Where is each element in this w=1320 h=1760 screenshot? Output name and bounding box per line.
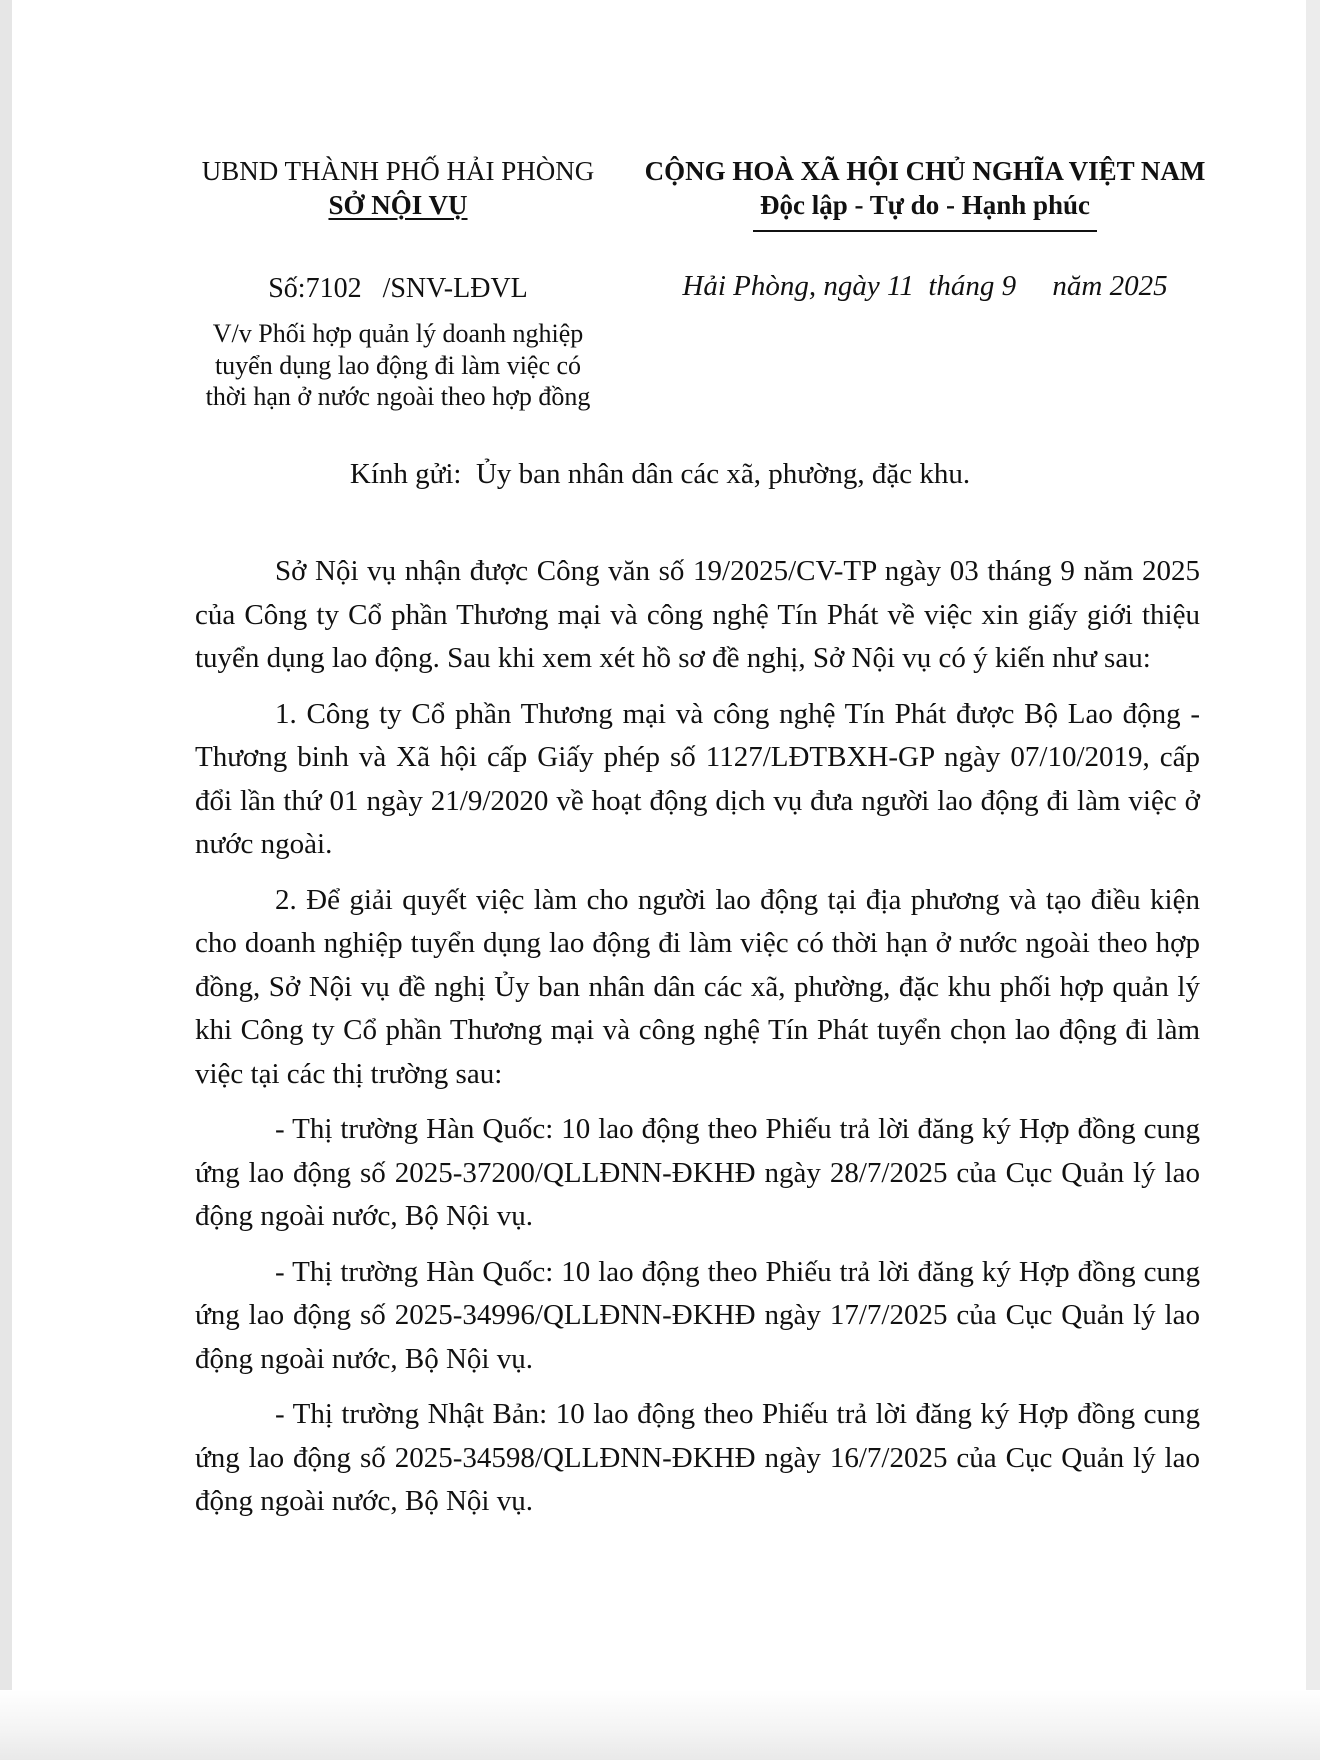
page-left-edge — [0, 0, 12, 1760]
document-body — [195, 550, 1200, 1536]
market-list-item: - Thị trường Hàn Quốc: 10 lao động theo Phiếu trả lời đăng ký Hợp đồng cung ứng lao động số 2025-34996/QLLĐNN-ĐKHĐ ngày 17/7/2025 của Cục Quản lý lao động ngoài nước, Bộ Nội vụ. — [195, 1255, 1200, 1375]
page-right-edge — [1306, 0, 1320, 1760]
page-bottom-edge — [0, 1690, 1320, 1760]
market-list-item: - Thị trường Hàn Quốc: 10 lao động theo Phiếu trả lời đăng ký Hợp đồng cung ứng lao động số 2025-37200/QLLĐNN-ĐKHĐ ngày 28/7/2025 của Cục Quản lý lao động ngoài nước, Bộ Nội vụ. — [195, 1113, 1200, 1232]
subject-line: thời hạn ở nước ngoài theo hợp đồng — [205, 382, 591, 412]
national-title-block — [620, 155, 1230, 232]
document-subject — [178, 318, 618, 413]
parent-organization: UBND THÀNH PHỐ HẢI PHÒNG — [201, 156, 595, 186]
issuing-agency-block — [188, 155, 608, 223]
motto-underline — [753, 230, 1097, 232]
document-number: Số:7102 /SNV-LĐVL — [268, 273, 528, 304]
body-paragraph-item-1: 1. Công ty Cổ phần Thương mại và công nghệ Tín Phát được Bộ Lao động - Thương binh và Xã hội cấp Giấy phép số 1127/LĐTBXH-GP ngày 07/10/2019, cấp đổi lần thứ 01 ngày 21/9/2020 về hoạt động dịch vụ đưa người lao động đi làm việc ở nước ngoài. — [195, 697, 1200, 860]
subject-line: V/v Phối hợp quản lý doanh nghiệp — [212, 319, 584, 348]
market-list-item: - Thị trường Nhật Bản: 10 lao động theo Phiếu trả lời đăng ký Hợp đồng cung ứng lao động số 2025-34598/QLLĐNN-ĐKHĐ ngày 16/7/2025 của Cục Quản lý lao động ngoài nước, Bộ Nội vụ. — [195, 1398, 1200, 1517]
recipient-line: Kính gửi: Ủy ban nhân dân các xã, phường, đặc khu. — [349, 458, 971, 490]
national-title: CỘNG HOÀ XÃ HỘI CHỦ NGHĨA VIỆT NAM — [644, 156, 1206, 186]
national-motto: Độc lập - Tự do - Hạnh phúc — [759, 189, 1091, 220]
body-paragraph-intro: Sở Nội vụ nhận được Công văn số 19/2025/CV-TP ngày 03 tháng 9 năm 2025 của Công ty Cổ phần Thương mại và công nghệ Tín Phát về việc xin giấy giới thiệu tuyển dụng lao động. Sau khi xem xét hồ sơ đề nghị, Sở Nội vụ có ý kiến như sau: — [195, 555, 1200, 674]
organization-name: SỞ NỘI VỤ — [328, 189, 468, 220]
subject-line: tuyển dụng lao động đi làm việc có — [214, 350, 582, 380]
body-paragraph-item-2: 2. Để giải quyết việc làm cho người lao động tại địa phương và tạo điều kiện cho doanh nghiệp tuyển dụng lao động đi làm việc có thời hạn ở nước ngoài theo hợp đồng, Sở Nội vụ đề nghị Ủy ban nhân dân các xã, phường, đặc khu phối hợp quản lý khi Công ty Cổ phần Thương mại và công nghệ Tín Phát tuyển chọn lao động đi làm việc tại các thị trường sau: — [195, 883, 1200, 1090]
place-and-date: Hải Phòng, ngày 11 tháng 9 năm 2025 — [682, 270, 1168, 302]
